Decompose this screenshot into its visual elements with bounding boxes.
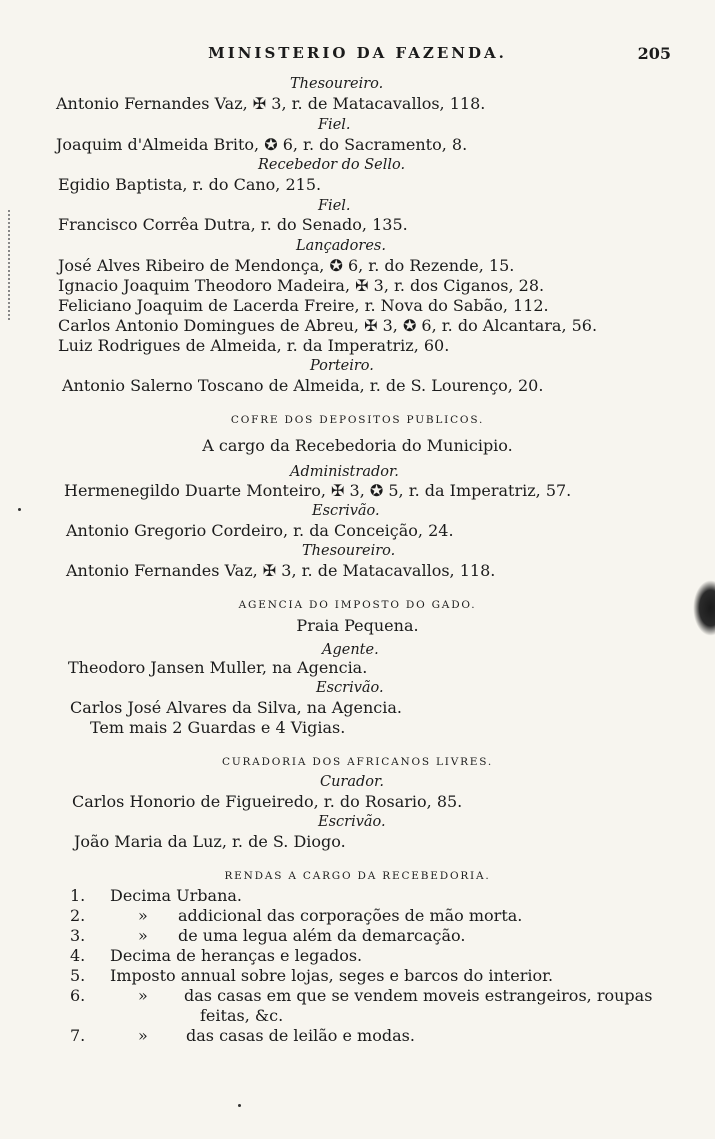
list-number: 5. [70, 966, 86, 985]
directory-entry: João Maria da Luz, r. de S. Diogo. [74, 832, 346, 851]
page-number: 205 [637, 44, 671, 63]
list-number: 1. [70, 886, 86, 905]
role-heading: Porteiro. [310, 358, 374, 374]
role-heading: Fiel. [318, 198, 351, 214]
list-item-text: das casas em que se vendem moveis estrangeiros, roupas [184, 986, 653, 1005]
directory-entry: Carlos José Alvares da Silva, na Agencia. [70, 698, 402, 717]
ditto-mark: » [138, 1026, 148, 1045]
role-heading: Escrivão. [312, 503, 380, 519]
ink-speck [238, 1104, 241, 1107]
list-item-text: feitas, &c. [200, 1006, 284, 1025]
page-header [0, 44, 715, 68]
role-heading: Recebedor do Sello. [258, 157, 406, 173]
role-heading: Curador. [320, 774, 384, 790]
ditto-mark: » [138, 986, 148, 1005]
directory-entry: Antonio Gregorio Cordeiro, r. da Conceição, 24. [66, 521, 454, 540]
list-number: 6. [70, 986, 86, 1005]
directory-entry: Carlos Honorio de Figueiredo, r. do Rosario, 85. [72, 792, 463, 811]
thumb-shadow [693, 580, 715, 636]
role-heading: Lançadores. [296, 238, 386, 254]
directory-entry: Egidio Baptista, r. do Cano, 215. [58, 175, 322, 194]
list-number: 7. [70, 1026, 86, 1045]
directory-entry: Antonio Fernandes Vaz, ✠ 3, r. de Matacavallos, 118. [56, 94, 486, 113]
role-heading: Administrador. [290, 464, 399, 480]
directory-entry: Hermenegildo Duarte Monteiro, ✠ 3, ✪ 5, r. da Imperatriz, 57. [64, 481, 572, 500]
role-heading: Fiel. [318, 117, 351, 133]
section-heading: RENDAS A CARGO DA RECEBEDORIA. [224, 870, 491, 882]
directory-entry: Antonio Salerno Toscano de Almeida, r. de S. Lourenço, 20. [62, 376, 544, 395]
section-subtitle: A cargo da Recebedoria do Municipio. [202, 436, 513, 455]
section-heading: COFRE DOS DEPOSITOS PUBLICOS. [230, 414, 485, 426]
ditto-mark: » [138, 906, 148, 925]
list-item-text: Decima de heranças e legados. [110, 946, 363, 965]
list-item-text: addicional das corporações de mão morta. [178, 906, 523, 925]
role-heading: Thesoureiro. [290, 76, 384, 92]
list-number: 4. [70, 946, 86, 965]
directory-entry: Theodoro Jansen Muller, na Agencia. [68, 658, 368, 677]
ink-speck [18, 508, 21, 511]
list-item-text: das casas de leilão e modas. [186, 1026, 415, 1045]
section-subtitle: Praia Pequena. [296, 616, 419, 635]
list-number: 2. [70, 906, 86, 925]
role-heading: Escrivão. [316, 680, 384, 696]
list-item-text: Decima Urbana. [110, 886, 243, 905]
directory-entry: Luiz Rodrigues de Almeida, r. da Imperatriz, 60. [58, 336, 450, 355]
page-title: MINISTERIO DA FAZENDA. [208, 44, 507, 62]
list-item-text: de uma legua além da demarcação. [178, 926, 466, 945]
directory-entry: Joaquim d'Almeida Brito, ✪ 6, r. do Sacramento, 8. [56, 135, 468, 154]
directory-entry: Carlos Antonio Domingues de Abreu, ✠ 3, ✪ 6, r. do Alcantara, 56. [58, 316, 598, 335]
directory-entry: Tem mais 2 Guardas e 4 Vigias. [90, 718, 346, 737]
role-heading: Thesoureiro. [302, 543, 396, 559]
directory-entry: Ignacio Joaquim Theodoro Madeira, ✠ 3, r. dos Ciganos, 28. [58, 276, 545, 295]
directory-entry: Feliciano Joaquim de Lacerda Freire, r. Nova do Sabão, 112. [58, 296, 549, 315]
directory-entry: José Alves Ribeiro de Mendonça, ✪ 6, r. do Rezende, 15. [58, 256, 515, 275]
section-heading: AGENCIA DO IMPOSTO DO GADO. [238, 599, 477, 611]
role-heading: Agente. [322, 642, 379, 658]
list-item-text: Imposto annual sobre lojas, seges e barcos do interior. [110, 966, 554, 985]
role-heading: Escrivão. [318, 814, 386, 830]
ditto-mark: » [138, 926, 148, 945]
directory-entry: Antonio Fernandes Vaz, ✠ 3, r. de Matacavallos, 118. [66, 561, 496, 580]
directory-entry: Francisco Corrêa Dutra, r. do Senado, 135. [58, 215, 408, 234]
section-heading: CURADORIA DOS AFRICANOS LIVRES. [221, 756, 494, 768]
list-number: 3. [70, 926, 86, 945]
margin-binding-mark [8, 210, 13, 320]
